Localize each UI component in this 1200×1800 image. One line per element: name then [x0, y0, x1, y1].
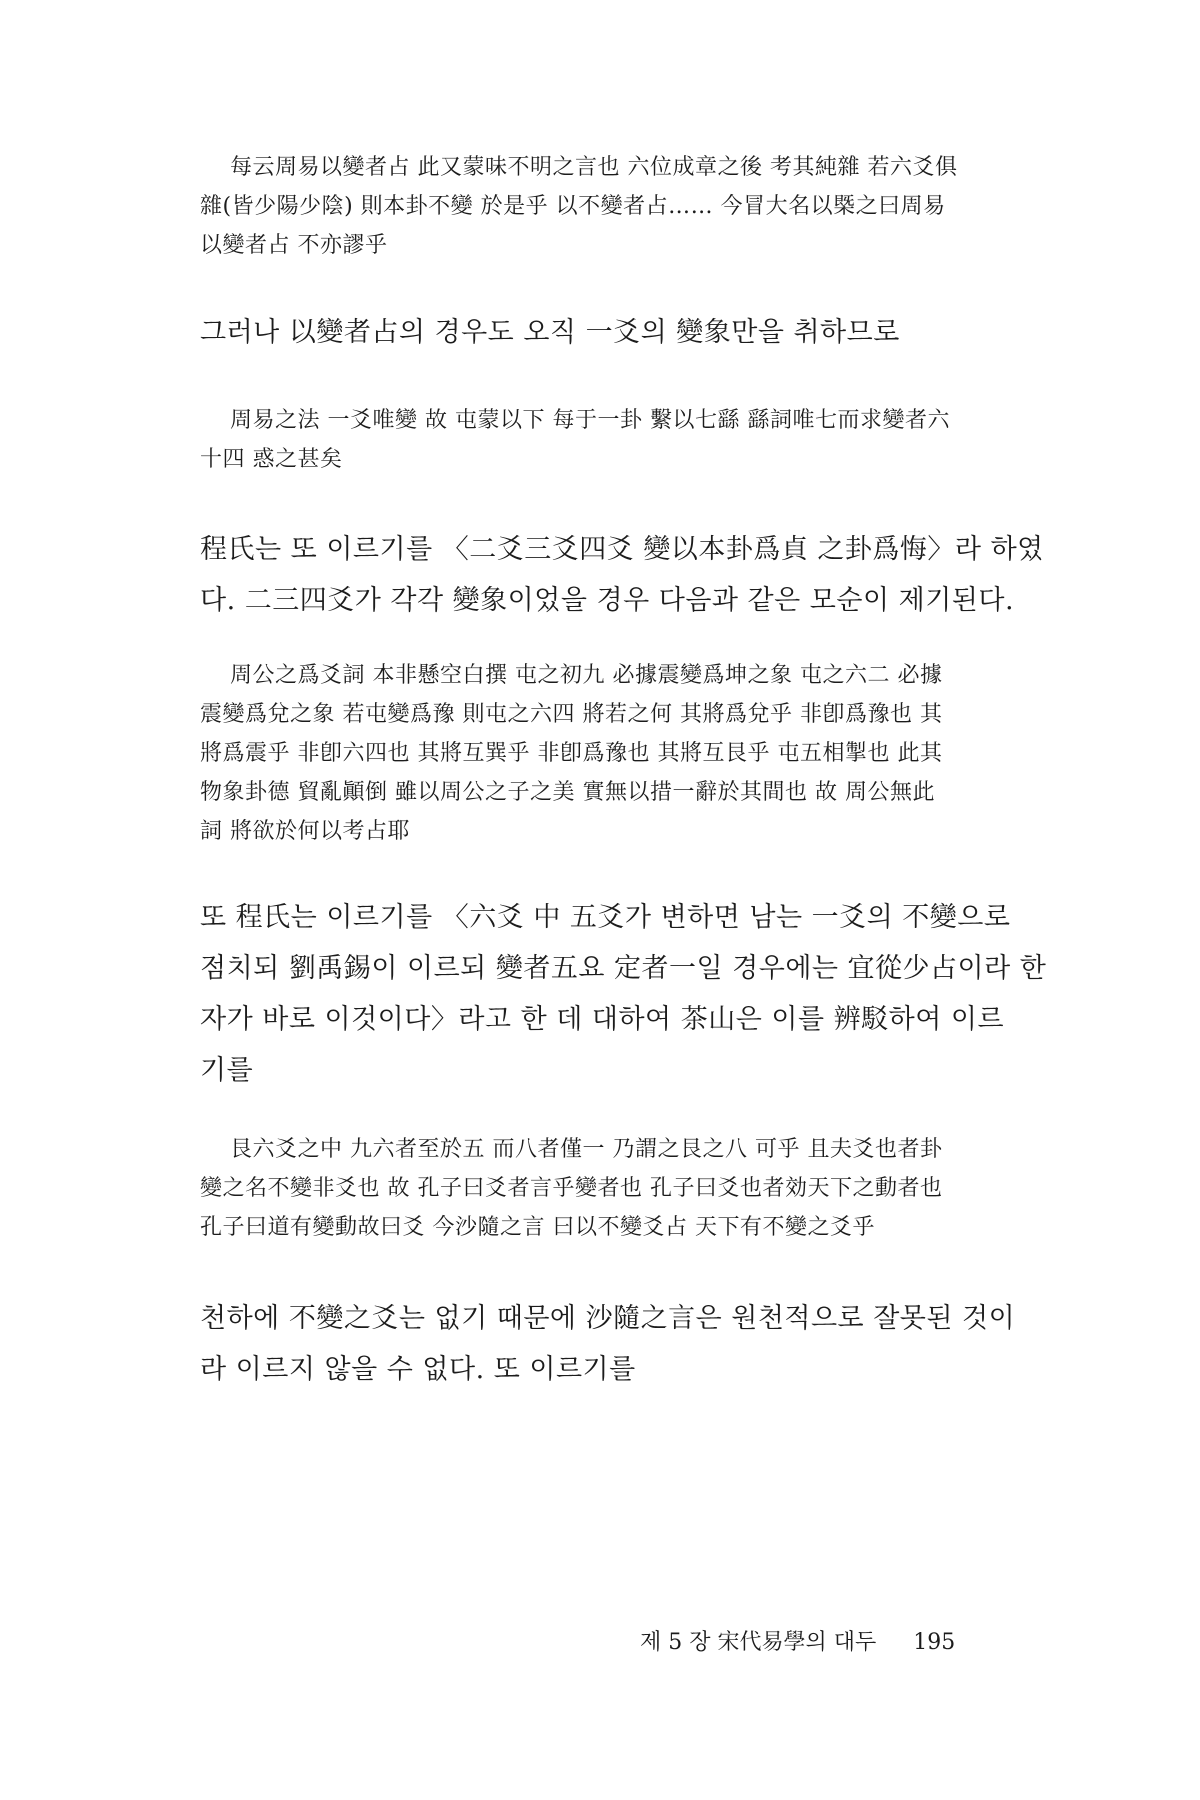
- paragraph-line: 점치되 劉禹錫이 이르되 變者五요 定者一일 경우에는 宜從少占이라 한: [200, 953, 1047, 984]
- quote-line: 十四 惑之甚矣: [200, 447, 343, 472]
- page-footer: [640, 1625, 955, 1656]
- quote-line: 周易之法 一爻唯變 故 屯蒙以下 每于一卦 繫以七繇 繇詞唯七而求變者六: [230, 408, 950, 433]
- paragraph-line: 다. 二三四爻가 각각 變象이었을 경우 다음과 같은 모순이 제기된다.: [200, 585, 1015, 616]
- quote-line: 震變爲兌之象 若屯變爲豫 則屯之六四 將若之何 其將爲兌乎 非卽爲豫也 其: [200, 702, 943, 727]
- paragraph-line: 천하에 不變之爻는 없기 때문에 沙隨之言은 원천적으로 잘못된 것이: [200, 1303, 1016, 1334]
- quote-line: 詞 將欲於何以考占耶: [200, 819, 410, 844]
- chapter-title: 제 5 장 宋代易學의 대두: [640, 1630, 877, 1655]
- quote-line: 艮六爻之中 九六者至於五 而八者僅一 乃謂之艮之八 可乎 且夫爻也者卦: [230, 1137, 943, 1162]
- paragraph-line: 그러나 以變者占의 경우도 오직 一爻의 變象만을 취하므로: [200, 317, 900, 348]
- paragraph-line: 기를: [200, 1055, 254, 1086]
- quote-line: 物象卦德 貿亂顚倒 雖以周公之子之美 實無以措一辭於其間也 故 周公無此: [200, 780, 935, 805]
- paragraph-line: 또 程氏는 이르기를 〈六爻 中 五爻가 변하면 남는 一爻의 不變으로: [200, 902, 1011, 933]
- quote-line: 雜(皆少陽少陰) 則本卦不變 於是乎 以不變者占…… 今冒大名以槩之曰周易: [200, 194, 946, 219]
- paragraph-line: 程氏는 또 이르기를 〈二爻三爻四爻 變以本卦爲貞 之卦爲悔〉라 하였: [200, 534, 1044, 565]
- page-number: 195: [913, 1630, 956, 1655]
- paragraph-line: 자가 바로 이것이다〉라고 한 데 대하여 茶山은 이를 辨駁하여 이르: [200, 1004, 1005, 1035]
- quote-line: 每云周易以變者占 此又蒙味不明之言也 六位成章之後 考其純雜 若六爻俱: [230, 155, 958, 180]
- paragraph-line: 라 이르지 않을 수 없다. 또 이르기를: [200, 1354, 636, 1385]
- quote-line: 變之名不變非爻也 故 孔子曰爻者言乎變者也 孔子曰爻也者効天下之動者也: [200, 1176, 943, 1201]
- quote-line: 將爲震乎 非卽六四也 其將互巽乎 非卽爲豫也 其將互艮乎 屯五相掣也 此其: [200, 741, 943, 766]
- quote-line: 周公之爲爻詞 本非懸空白撰 屯之初九 必據震變爲坤之象 屯之六二 必據: [230, 663, 943, 688]
- quote-line: 孔子曰道有變動故曰爻 今沙隨之言 曰以不變爻占 天下有不變之爻乎: [200, 1215, 875, 1240]
- quote-line: 以變者占 不亦謬乎: [200, 233, 388, 258]
